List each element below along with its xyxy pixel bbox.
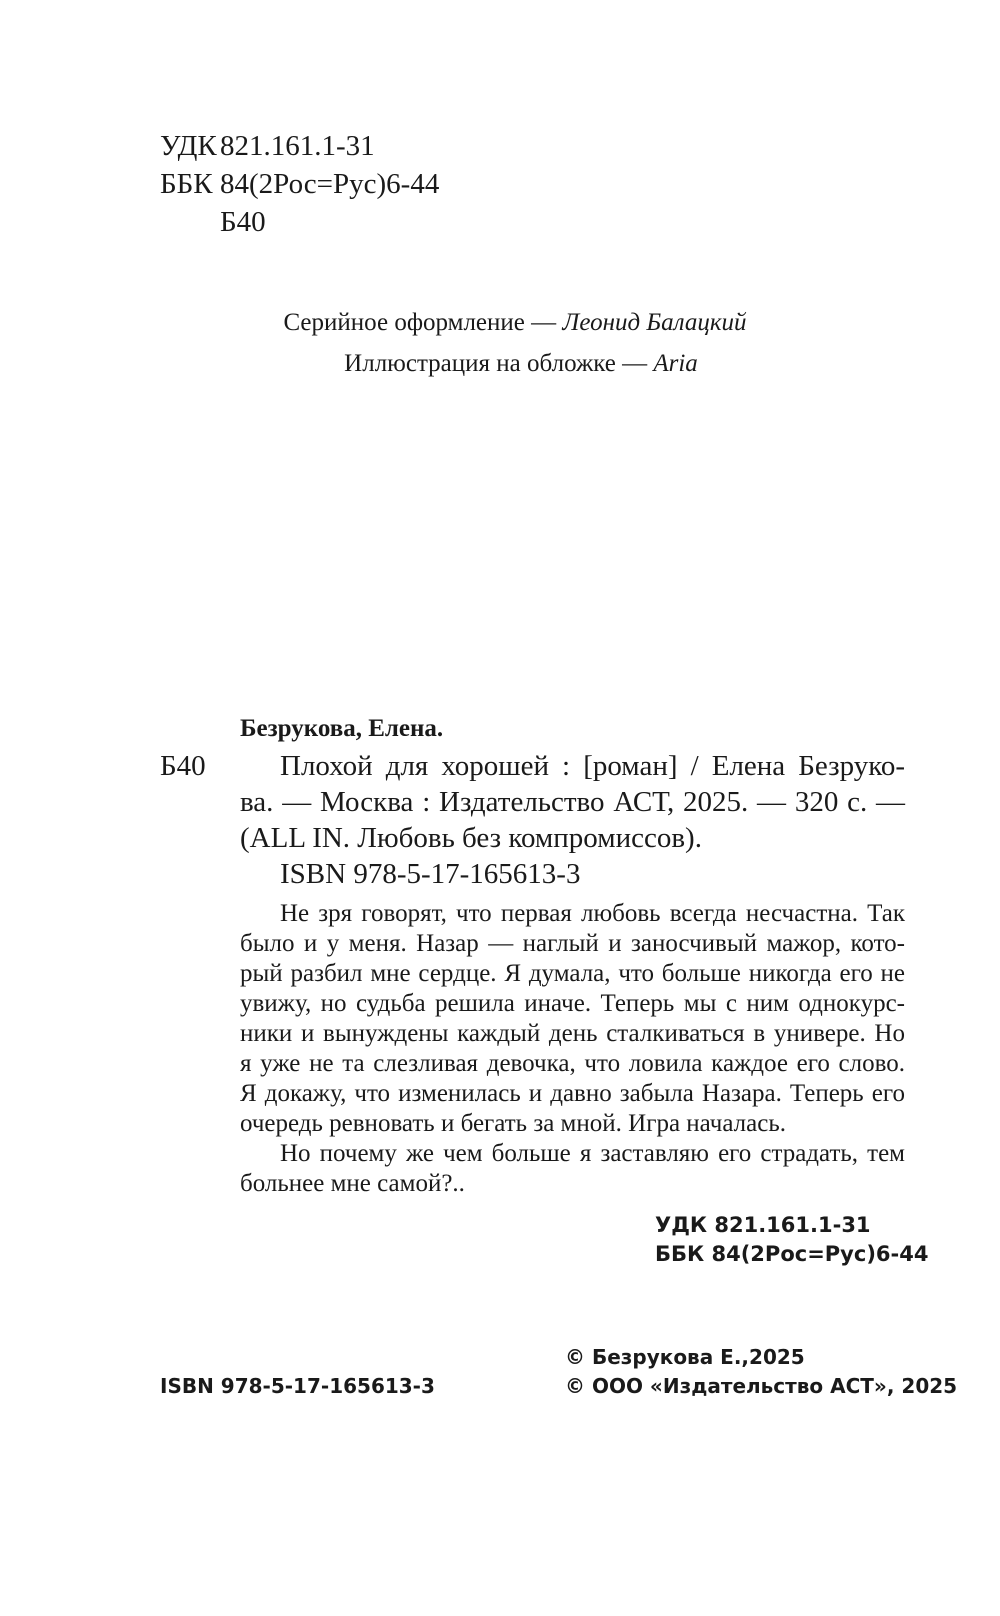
catalog-isbn: ISBN 978-5-17-165613-3 [280, 858, 581, 890]
annotation-line: ники и вынуждены каждый день сталкиваться в универе. Но [240, 1020, 905, 1047]
annotation-line: увижу, но судьба решила иначе. Теперь мы с ним однокурс- [240, 990, 905, 1017]
footer-isbn: ISBN 978-5-17-165613-3 [160, 1374, 435, 1398]
annotation-line: Но почему же чем больше я заставляю его страдать, тем [280, 1140, 905, 1167]
bbk-line [160, 166, 439, 202]
design-credit-label: Серийное оформление — [283, 309, 557, 336]
catalog-udk: УДК 821.161.1-31 [655, 1213, 871, 1237]
udk-line [160, 128, 375, 164]
catalog-bbk: ББК 84(2Рос=Рус)6-44 [655, 1242, 929, 1266]
annotation-line: было и у меня. Назар — наглый и заносчивый мажор, кото- [240, 930, 905, 957]
udk-label: УДК [160, 130, 217, 162]
udk-value: 821.161.1-31 [220, 130, 375, 162]
bib-line: Плохой для хорошей : [роман] / Елена Безруко- [280, 750, 905, 782]
annotation-line: очередь ревновать и бегать за мной. Игра началась. [240, 1110, 786, 1137]
illustration-credit-name: Aria [653, 350, 698, 377]
bib-line: ва. — Москва : Издательство АСТ, 2025. — 320 с. — [240, 786, 905, 818]
illustration-credit-label: Иллюстрация на обложке — [344, 350, 648, 377]
bbk-value: 84(2Рос=Рус)6-44 [220, 168, 440, 200]
copyright-author: © Безрукова Е.,2025 [565, 1345, 805, 1369]
design-credit-name: Леонид Балацкий [562, 309, 747, 336]
annotation-line: я уже не та слезливая девочка, что ловила каждое его слово. [240, 1050, 905, 1077]
annotation-line: Не зря говорят, что первая любовь всегда несчастна. Так [280, 900, 905, 927]
catalog-sign: Б40 [160, 750, 206, 782]
bbk-label: ББК [160, 168, 213, 200]
design-credit [0, 307, 1000, 339]
annotation-line: рый разбил мне сердце. Я думала, что больше никогда его не [240, 960, 905, 987]
copyright-publisher: © ООО «Издательство АСТ», 2025 [565, 1374, 958, 1398]
author-sign: Б40 [220, 206, 266, 238]
illustration-credit [0, 348, 1000, 380]
annotation-line: больнее мне самой?.. [240, 1170, 465, 1197]
bib-line: (ALL IN. Любовь без компромиссов). [240, 822, 702, 854]
annotation-line: Я докажу, что изменилась и давно забыла Назара. Теперь его [240, 1080, 905, 1107]
catalog-author-heading: Безрукова, Елена. [240, 715, 444, 742]
